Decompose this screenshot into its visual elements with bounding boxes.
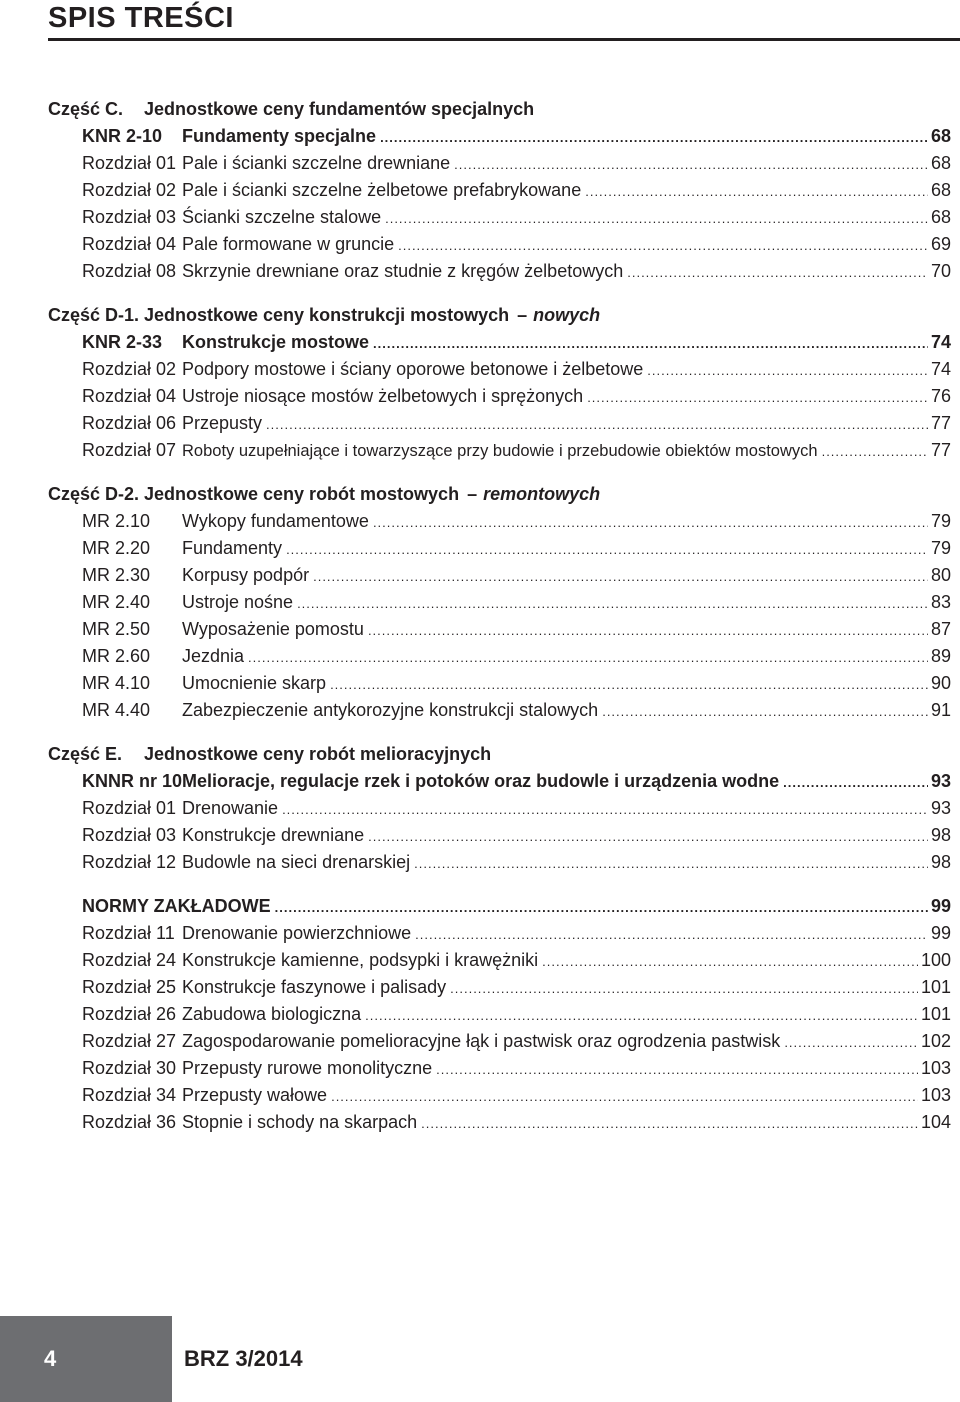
toc-entry[interactable] — [48, 849, 951, 876]
entry-page: 68 — [930, 126, 951, 146]
toc-entry[interactable] — [48, 562, 951, 589]
dot-leader — [248, 644, 928, 671]
entry-title: Fundamenty specjalne — [182, 126, 377, 146]
dot-leader — [450, 975, 918, 1002]
entry-page: 77 — [930, 440, 951, 460]
entry-page: 70 — [930, 261, 951, 281]
part-label: Część C. — [48, 99, 124, 119]
entry-code: Rozdział 04 — [82, 386, 177, 406]
section-heading — [48, 481, 951, 508]
dot-leader — [330, 671, 928, 698]
dot-leader — [297, 590, 928, 617]
entry-title: Skrzynie drewniane oraz studnie z kręgów żelbetowych — [182, 261, 624, 281]
entry-page: 101 — [920, 1004, 951, 1024]
entry-title: Stopnie i schody na skarpach — [182, 1112, 418, 1132]
dot-leader — [542, 948, 918, 975]
toc-section-normy — [48, 893, 951, 1136]
toc-entry[interactable] — [48, 329, 951, 356]
entry-page: 103 — [920, 1058, 951, 1078]
part-label: Część D-1. — [48, 305, 140, 325]
entry-page: 99 — [930, 896, 951, 916]
entry-code: KNNR nr 10 — [82, 771, 183, 791]
entry-code: Rozdział 01 — [82, 153, 177, 173]
entry-page: 74 — [930, 359, 951, 379]
dot-leader — [331, 1083, 918, 1110]
entry-page: 79 — [930, 538, 951, 558]
dot-leader — [373, 509, 928, 536]
entry-page: 74 — [930, 332, 951, 352]
entry-title: Pale i ścianki szczelne żelbetowe prefabrykowane — [182, 180, 582, 200]
entry-page: 68 — [930, 207, 951, 227]
entry-page: 79 — [930, 511, 951, 531]
dot-leader — [380, 124, 928, 151]
toc-entry[interactable] — [48, 383, 951, 410]
toc-entry[interactable] — [48, 437, 951, 464]
dot-leader — [282, 796, 928, 823]
entry-code: Rozdział 06 — [82, 413, 177, 433]
dot-leader — [627, 259, 928, 286]
entry-code: Rozdział 01 — [82, 798, 177, 818]
entry-code: Rozdział 03 — [82, 825, 177, 845]
entry-title: Ustroje nośne — [182, 592, 294, 612]
toc-section-d2 — [48, 481, 951, 724]
entry-code: KNR 2-33 — [82, 332, 163, 352]
entry-code: Rozdział 26 — [82, 1004, 177, 1024]
entry-page: 87 — [930, 619, 951, 639]
entry-code: MR 2.10 — [82, 511, 151, 531]
entry-title: Podpory mostowe i ściany oporowe betonowe i żelbetowe — [182, 359, 644, 379]
entry-page: 98 — [930, 825, 951, 845]
entry-page: 68 — [930, 153, 951, 173]
entry-code: Rozdział 02 — [82, 359, 177, 379]
toc-section-c — [48, 96, 951, 285]
entry-code: MR 4.40 — [82, 700, 151, 720]
entry-code: Rozdział 12 — [82, 852, 177, 872]
section-accent: nowych — [533, 305, 601, 325]
dot-leader — [266, 411, 928, 438]
toc-entry[interactable] — [48, 1028, 951, 1055]
dot-leader — [783, 769, 928, 796]
entry-code: Rozdział 30 — [82, 1058, 177, 1078]
entry-page: 77 — [930, 413, 951, 433]
entry-page: 103 — [920, 1085, 951, 1105]
section-title: Jednostkowe ceny konstrukcji mostowych — [144, 305, 510, 325]
entry-title: Przepusty wałowe — [182, 1085, 328, 1105]
entry-title: Roboty uzupełniające i towarzyszące przy budowie i przebudowie obiektów mostowych — [182, 442, 818, 460]
toc-entry[interactable] — [48, 258, 951, 285]
entry-code: Rozdział 03 — [82, 207, 177, 227]
entry-page: 93 — [930, 798, 951, 818]
title-rule — [48, 38, 960, 41]
toc-entry[interactable] — [48, 947, 951, 974]
entry-code: MR 2.40 — [82, 592, 151, 612]
dot-leader — [587, 384, 928, 411]
toc-entry[interactable] — [48, 795, 951, 822]
entry-code: NORMY ZAKŁADOWE — [82, 896, 271, 916]
toc-entry[interactable] — [48, 893, 951, 920]
section-title: Jednostkowe ceny fundamentów specjalnych — [144, 99, 535, 119]
entry-title: Konstrukcje kamienne, podsypki i krawężniki — [182, 950, 539, 970]
entry-title: Przepusty rurowe monolityczne — [182, 1058, 433, 1078]
dot-leader — [398, 232, 928, 259]
entry-page: 101 — [920, 977, 951, 997]
entry-title: Pale formowane w gruncie — [182, 234, 395, 254]
entry-title: Zabudowa biologiczna — [182, 1004, 362, 1024]
toc-entry[interactable] — [48, 920, 951, 947]
toc-entry[interactable] — [48, 356, 951, 383]
dot-leader — [784, 1029, 918, 1056]
dot-leader — [275, 894, 928, 921]
entry-page: 89 — [930, 646, 951, 666]
dot-leader — [368, 617, 928, 644]
dot-leader — [436, 1056, 918, 1083]
toc-entry[interactable] — [48, 204, 951, 231]
toc-entry[interactable] — [48, 231, 951, 258]
entry-code: Rozdział 02 — [82, 180, 177, 200]
dot-leader — [313, 563, 928, 590]
toc-entry[interactable] — [48, 1001, 951, 1028]
dot-leader — [368, 823, 928, 850]
entry-page: 68 — [930, 180, 951, 200]
page-number: 4 — [0, 1316, 172, 1402]
entry-page: 76 — [930, 386, 951, 406]
entry-code: Rozdział 36 — [82, 1112, 177, 1132]
entry-title: Budowle na sieci drenarskiej — [182, 852, 411, 872]
dot-leader — [414, 850, 928, 877]
entry-title: Ustroje niosące mostów żelbetowych i sprężonych — [182, 386, 584, 406]
entry-title: Konstrukcje mostowe — [182, 332, 370, 352]
entry-title: Melioracje, regulacje rzek i potoków oraz budowle i urządzenia wodne — [182, 771, 780, 791]
entry-code: Rozdział 34 — [82, 1085, 177, 1105]
dot-leader — [373, 330, 928, 357]
entry-page: 69 — [930, 234, 951, 254]
entry-title: Konstrukcje drewniane — [182, 825, 365, 845]
entry-title: Jezdnia — [182, 646, 245, 666]
entry-code: Rozdział 24 — [82, 950, 177, 970]
toc-entry[interactable] — [48, 177, 951, 204]
entry-title: Konstrukcje faszynowe i palisady — [182, 977, 447, 997]
dot-leader — [421, 1110, 918, 1137]
toc-entry[interactable] — [48, 150, 951, 177]
toc-entry[interactable] — [48, 643, 951, 670]
toc-entry[interactable] — [48, 589, 951, 616]
entry-page: 93 — [930, 771, 951, 791]
section-heading — [48, 741, 951, 768]
heading-dash: – — [517, 305, 528, 325]
entry-page: 100 — [920, 950, 951, 970]
entry-code: KNR 2-10 — [82, 126, 163, 146]
entry-title: Wyposażenie pomostu — [182, 619, 364, 639]
entry-page: 102 — [920, 1031, 951, 1051]
toc-entry[interactable] — [48, 768, 951, 795]
toc-entry[interactable] — [48, 535, 951, 562]
entry-code: Rozdział 07 — [82, 440, 177, 460]
entry-title: Drenowanie powierzchniowe — [182, 923, 412, 943]
entry-title: Zagospodarowanie pomelioracyjne łąk i pastwisk oraz ogrodzenia pastwisk — [182, 1031, 781, 1051]
entry-page: 90 — [930, 673, 951, 693]
entry-code: Rozdział 08 — [82, 261, 177, 281]
toc-entry[interactable] — [48, 974, 951, 1001]
toc-section-e — [48, 741, 951, 876]
entry-code: MR 2.60 — [82, 646, 151, 666]
entry-title: Zabezpieczenie antykorozyjne konstrukcji stalowych — [182, 700, 599, 720]
entry-code: MR 2.30 — [82, 565, 151, 585]
entry-page: 91 — [930, 700, 951, 720]
entry-code: Rozdział 11 — [82, 923, 175, 943]
entry-code: Rozdział 25 — [82, 977, 177, 997]
dot-leader — [454, 151, 928, 178]
dot-leader — [286, 536, 928, 563]
toc-entry[interactable] — [48, 822, 951, 849]
table-of-contents — [48, 96, 951, 1153]
part-label: Część E. — [48, 744, 123, 764]
page-footer — [0, 1316, 960, 1402]
toc-entry[interactable] — [48, 410, 951, 437]
entry-title: Pale i ścianki szczelne drewniane — [182, 153, 451, 173]
heading-dash: – — [467, 484, 478, 504]
toc-entry[interactable] — [48, 616, 951, 643]
toc-entry[interactable] — [48, 508, 951, 535]
section-heading — [48, 96, 951, 123]
dot-leader — [415, 921, 928, 948]
entry-title: Ścianki szczelne stalowe — [182, 207, 382, 227]
page-title: SPIS TREŚCI — [48, 2, 234, 34]
part-label: Część D-2. — [48, 484, 140, 504]
dot-leader — [822, 438, 928, 465]
dot-leader — [385, 205, 928, 232]
toc-entry[interactable] — [48, 670, 951, 697]
entry-code: MR 2.50 — [82, 619, 151, 639]
toc-entry[interactable] — [48, 1055, 951, 1082]
toc-entry[interactable] — [48, 1082, 951, 1109]
entry-page: 98 — [930, 852, 951, 872]
section-title: Jednostkowe ceny robót melioracyjnych — [144, 744, 492, 764]
dot-leader — [365, 1002, 918, 1029]
entry-code: Rozdział 04 — [82, 234, 177, 254]
entry-page: 104 — [920, 1112, 951, 1132]
section-accent: remontowych — [483, 484, 601, 504]
dot-leader — [647, 357, 928, 384]
section-title: Jednostkowe ceny robót mostowych — [144, 484, 460, 504]
toc-entry[interactable] — [48, 123, 951, 150]
entry-page: 83 — [930, 592, 951, 612]
entry-title: Korpusy podpór — [182, 565, 310, 585]
dot-leader — [585, 178, 928, 205]
entry-code: Rozdział 27 — [82, 1031, 177, 1051]
toc-entry[interactable] — [48, 1109, 951, 1136]
entry-title: Fundamenty — [182, 538, 283, 558]
toc-section-d1 — [48, 302, 951, 464]
section-heading — [48, 302, 951, 329]
issue-label: BRZ 3/2014 — [184, 1346, 303, 1371]
entry-title: Przepusty — [182, 413, 263, 433]
entry-code: MR 2.20 — [82, 538, 151, 558]
entry-title: Wykopy fundamentowe — [182, 511, 369, 531]
dot-leader — [602, 698, 928, 725]
entry-title: Drenowanie — [182, 798, 279, 818]
entry-title: Umocnienie skarp — [182, 673, 327, 693]
entry-code: MR 4.10 — [82, 673, 151, 693]
entry-page: 80 — [930, 565, 951, 585]
entry-page: 99 — [930, 923, 951, 943]
toc-entry[interactable] — [48, 697, 951, 724]
